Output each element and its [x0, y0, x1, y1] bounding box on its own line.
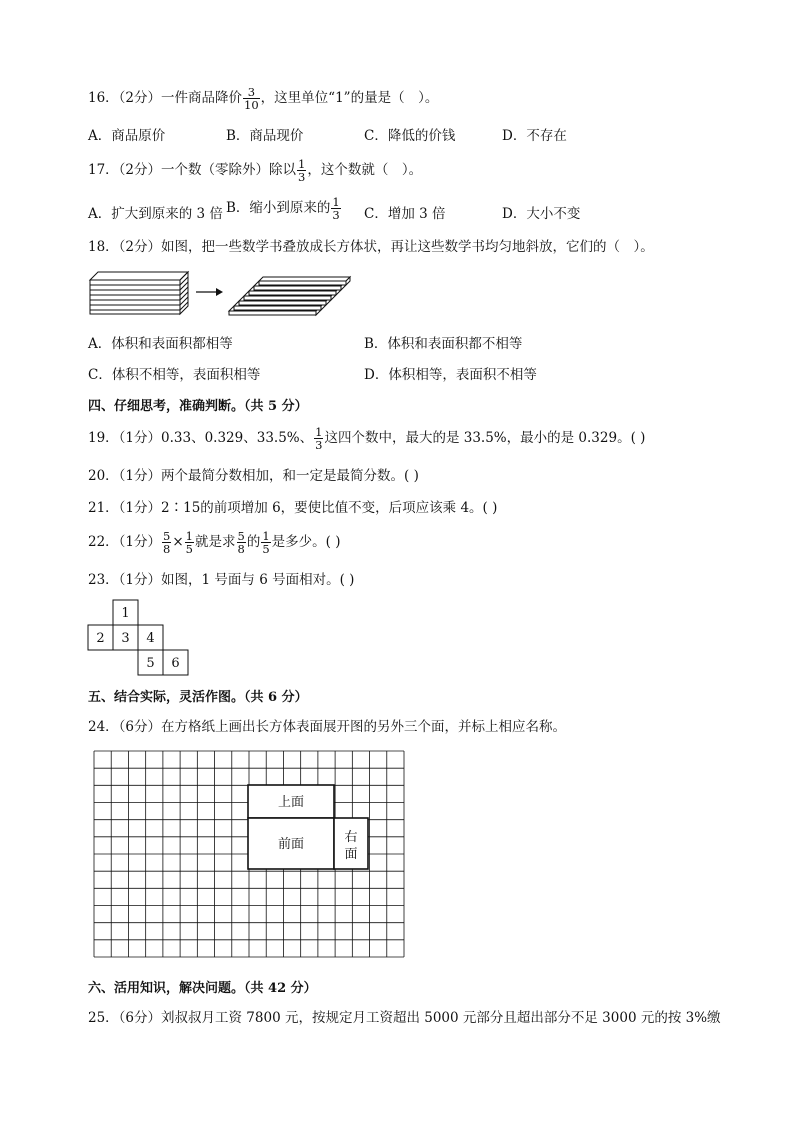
- q18-option-b[interactable]: B．体积和表面积都不相等: [364, 336, 523, 352]
- q22-frac-3: [237, 530, 246, 555]
- q22-frac-4: [261, 530, 270, 555]
- face-5-label: 5: [146, 656, 155, 671]
- q19-prefix: 19．（1分）0.33、0.329、33.5%、: [88, 430, 314, 446]
- section-6-heading: 六、活用知识，解决问题。（共 42 分）: [88, 981, 317, 996]
- cube-net-figure: [87, 599, 191, 677]
- face-1-label: 1: [121, 606, 130, 621]
- q22-frac-2: [185, 530, 194, 555]
- question-17: [88, 158, 422, 183]
- face-4-label: 4: [146, 631, 155, 646]
- q16-option-a[interactable]: A．商品原价: [88, 128, 166, 144]
- q22-frac-4-den: 5: [262, 542, 270, 556]
- question-21: 21．（1分）2∶15的前项增加 6，要使比值不变，后项应该乘 4。( ): [88, 500, 498, 516]
- q22-prefix: 22．（1分）: [88, 534, 162, 550]
- stacked-books-figure: [88, 268, 363, 320]
- face-front-label: 前面: [277, 837, 305, 852]
- question-24: 24．（6分）在方格纸上画出长方体表面展开图的另外三个面，并标上相应名称。: [88, 719, 567, 735]
- q16-fraction: [243, 86, 260, 111]
- q17-frac-den: 3: [298, 170, 306, 184]
- square-grid-paper[interactable]: [92, 749, 406, 959]
- q16-option-b[interactable]: B．商品现价: [226, 128, 304, 144]
- q17-option-b-den: 3: [332, 208, 340, 222]
- q18-option-d[interactable]: D．体积相等，表面积不相等: [364, 367, 537, 383]
- q16-option-c[interactable]: C．降低的价钱: [364, 128, 456, 144]
- question-20: 20．（1分）两个最简分数相加，和一定是最简分数。( ): [88, 468, 419, 484]
- face-right-label-1: 右: [344, 830, 358, 845]
- q17-option-c[interactable]: C．增加 3 倍: [364, 206, 446, 222]
- q22-frac-2-num: 1: [185, 529, 193, 543]
- q22-frac-3-den: 8: [237, 542, 245, 556]
- q16-frac-den: 10: [244, 98, 259, 112]
- q17-option-d[interactable]: D．大小不变: [502, 206, 581, 222]
- q22-frac-1-den: 8: [163, 542, 171, 556]
- q22-of: 的: [246, 534, 261, 550]
- q22-frac-1: [162, 530, 171, 555]
- question-16: [88, 86, 438, 111]
- q22-frac-2-den: 5: [185, 542, 193, 556]
- q19-frac-num: 1: [315, 425, 323, 439]
- slanted-books-right: [229, 277, 350, 315]
- question-25: 25．（6分）刘叔叔月工资 7800 元，按规定月工资超出 5000 元部分且超出部分不足 3000 元的按 3%缴: [88, 1010, 721, 1026]
- q22-times: ×: [172, 534, 184, 550]
- q17-frac-num: 1: [298, 157, 306, 171]
- q22-suffix: 是多少。( ): [271, 534, 341, 550]
- q17-prefix: 17．（2分）一个数（零除外）除以: [88, 162, 297, 178]
- q18-option-a[interactable]: A．体积和表面积都相等: [88, 336, 233, 352]
- face-top-label: 上面: [277, 795, 305, 810]
- face-3-label: 3: [121, 631, 130, 646]
- q22-frac-1-num: 5: [163, 529, 171, 543]
- section-5-heading: 五、结合实际，灵活作图。（共 6 分）: [88, 690, 308, 705]
- question-23: 23．（1分）如图，1 号面与 6 号面相对。( ): [88, 572, 355, 588]
- q17-suffix: ，这个数就（ ）。: [307, 162, 423, 178]
- q17-option-b-num: 1: [332, 195, 340, 209]
- face-2-label: 2: [96, 631, 105, 646]
- q17-fraction: [297, 158, 306, 183]
- q16-option-d[interactable]: D．不存在: [502, 128, 567, 144]
- question-22: [88, 530, 340, 555]
- q16-frac-num: 3: [243, 86, 260, 99]
- q22-frac-3-num: 5: [237, 529, 245, 543]
- section-4-heading: 四、仔细思考，准确判断。（共 5 分）: [88, 399, 308, 414]
- q17-option-a[interactable]: A．扩大到原来的 3 倍: [88, 206, 223, 222]
- q17-option-b-fraction: [331, 196, 340, 221]
- q16-prefix: 16．（2分）一件商品降价: [88, 90, 243, 106]
- face-right-label-2: 面: [344, 847, 358, 862]
- q22-mid: 就是求: [195, 534, 236, 550]
- q19-fraction: [314, 426, 323, 451]
- q19-suffix: 这四个数中，最大的是 33.5%，最小的是 0.329。( ): [324, 430, 646, 446]
- arrow-right-icon: [196, 288, 223, 296]
- q17-option-b[interactable]: [226, 196, 342, 221]
- face-6-label: 6: [171, 656, 180, 671]
- question-18: 18．（2分）如图，把一些数学书叠放成长方体状，再让这些数学书均匀地斜放，它们的（ ）。: [88, 239, 654, 255]
- stacked-books-left: [90, 272, 188, 314]
- q17-option-b-text: B．缩小到原来的: [226, 200, 331, 216]
- q16-suffix: ，这里单位“1”的量是（ ）。: [260, 90, 439, 106]
- q22-frac-4-num: 1: [262, 529, 270, 543]
- question-19: [88, 426, 645, 451]
- q19-frac-den: 3: [315, 438, 323, 452]
- q18-option-c[interactable]: C．体积不相等，表面积相等: [88, 367, 261, 383]
